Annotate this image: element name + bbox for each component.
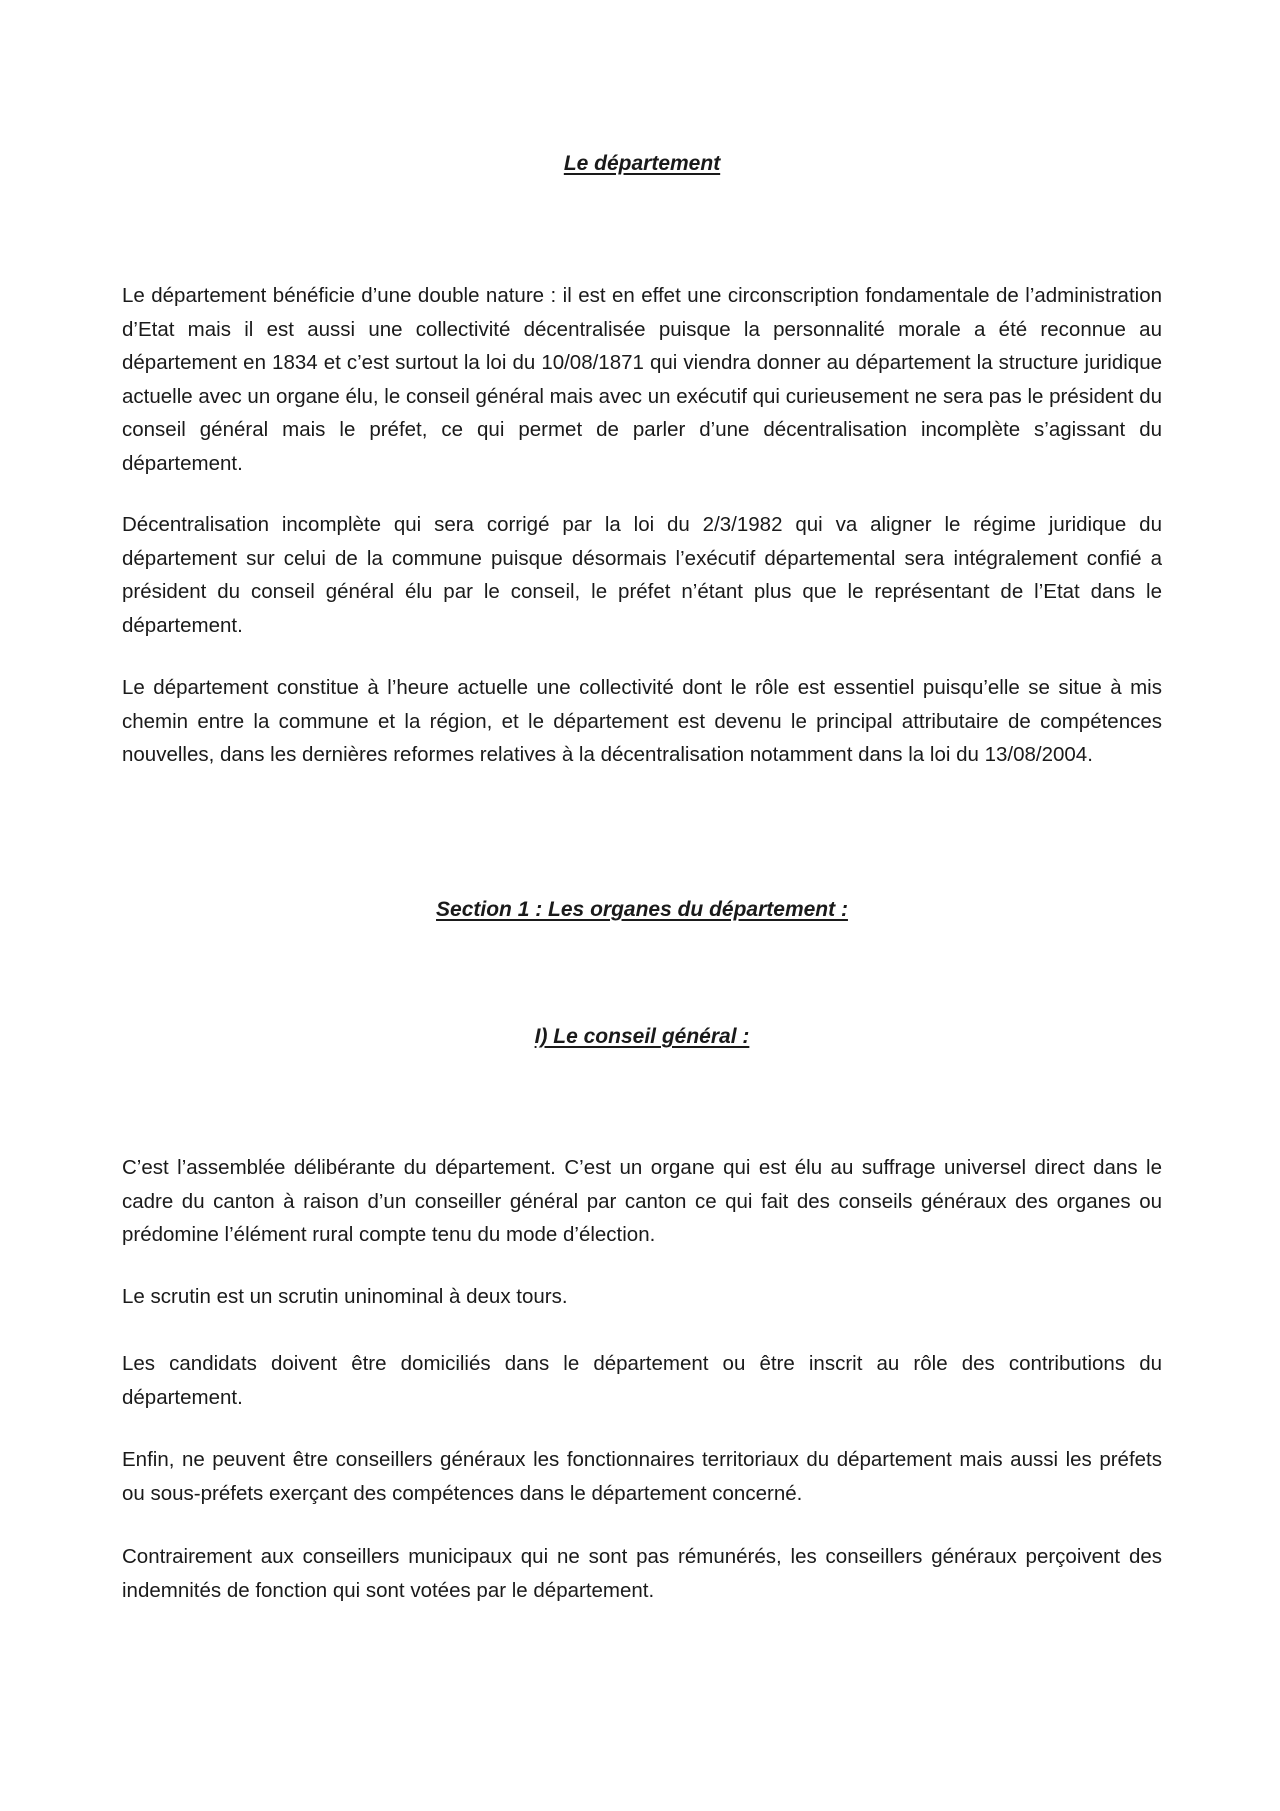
conseil-paragraph-3: Les candidats doivent être domiciliés dans le département ou être inscrit au rôle des contributions du département.	[122, 1352, 1162, 1409]
intro-paragraph-1: Le département bénéficie d’une double nature : il est en effet une circonscription fondamentale de l’administration d’Etat mais il est aussi une collectivité décentralisée puisque la personnalité morale a été reconnue au département en 1834 et c’est surtout la loi du 10/08/1871 qui viendra donner au département la structure juridique actuelle avec un organe élu, le conseil général mais avec un exécutif qui curieusement ne sera pas le président du conseil général mais le préfet, ce qui permet de parler d’une décentralisation incomplète s’agissant du département.	[122, 284, 1162, 475]
conseil-paragraph-1: C’est l’assemblée délibérante du département. C’est un organe qui est élu au suffrage universel direct dans le cadre du canton à raison d’un conseiller général par canton ce qui fait des conseils généraux des organes ou prédomine l’élément rural compte tenu du mode d’élection.	[122, 1156, 1162, 1246]
conseil-paragraph-5: Contrairement aux conseillers municipaux qui ne sont pas rémunérés, les conseillers généraux perçoivent des indemnités de fonction qui sont votées par le département.	[122, 1545, 1162, 1602]
conseil-paragraph-2: Le scrutin est un scrutin uninominal à deux tours.	[122, 1285, 568, 1308]
intro-paragraph-2: Décentralisation incomplète qui sera corrigé par la loi du 2/3/1982 qui va aligner le régime juridique du département sur celui de la commune puisque désormais l’exécutif départemental sera intégralement confié a président du conseil général élu par le conseil, le préfet n’étant plus que le représentant de l’Etat dans le département.	[122, 513, 1162, 637]
section-heading: Section 1 : Les organes du département :	[436, 898, 848, 921]
document-title: Le département	[563, 152, 721, 175]
conseil-paragraph-4: Enfin, ne peuvent être conseillers généraux les fonctionnaires territoriaux du département mais aussi les préfets ou sous-préfets exerçant des compétences dans le département concerné.	[122, 1448, 1162, 1505]
subsection-heading: I) Le conseil général :	[534, 1025, 750, 1048]
intro-paragraph-3: Le département constitue à l’heure actuelle une collectivité dont le rôle est essentiel puisqu’elle se situe à mis chemin entre la commune et la région, et le département est devenu le principal attributaire de compétences nouvelles, dans les dernières reformes relatives à la décentralisation notamment dans la loi du 13/08/2004.	[122, 676, 1162, 766]
